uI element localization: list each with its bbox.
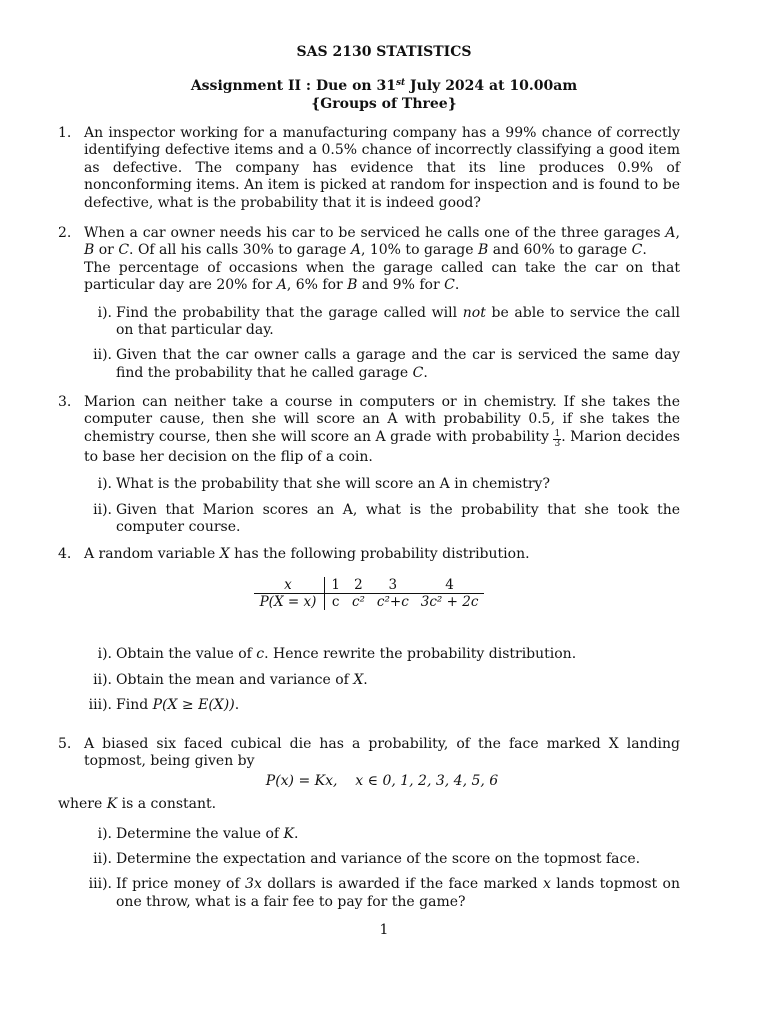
text-span: is a constant.	[117, 796, 217, 813]
subquestion-number: iii).	[88, 876, 112, 893]
subquestions	[84, 476, 680, 536]
question-3	[58, 394, 680, 536]
text-span: Obtain the mean and variance of	[116, 671, 354, 688]
cell-text: c²	[351, 594, 365, 611]
table-cell: 2	[346, 577, 371, 594]
question-5	[58, 736, 680, 911]
question-text	[84, 394, 680, 466]
subquestion-i	[84, 646, 680, 663]
text-span: .	[423, 364, 428, 381]
text-span: .	[454, 277, 460, 294]
subquestions	[84, 646, 680, 714]
text-span: , 6% for	[286, 277, 348, 294]
subquestion-text: What is the probability that she will score an A in chemistry?	[116, 476, 550, 493]
text-span: or	[94, 242, 119, 259]
text-span: A random variable	[84, 546, 220, 562]
subquestion-iii	[84, 697, 680, 714]
distribution-table	[254, 577, 485, 610]
groups-line: {Groups of Three}	[311, 96, 457, 112]
text-span: and 60% to garage	[488, 242, 632, 259]
text-span: . Marion decides to base her decision on the flip of a coin.	[84, 428, 680, 465]
assignment-due-line	[0, 77, 768, 95]
cell-text: x	[284, 577, 292, 594]
fraction-denominator: 3	[554, 438, 561, 449]
question-text	[84, 546, 680, 563]
subquestion-iii	[84, 876, 680, 911]
table-cell	[346, 594, 371, 611]
text-span: . Of all his calls 30% to garage	[129, 242, 351, 259]
subquestion-text: Given that Marion scores an A, what is the probability that she took the computer course.	[116, 501, 680, 536]
fraction-numerator: 1	[554, 428, 561, 439]
question-number: 1.	[58, 125, 72, 141]
text-span: ,	[675, 225, 680, 241]
subquestion-number: ii).	[93, 347, 112, 364]
text-span: When a car owner needs his car to be serviced he calls one of the three garages	[84, 225, 666, 241]
math-C: C	[412, 364, 424, 381]
question-number: 5.	[58, 736, 72, 752]
due-superscript: st	[395, 78, 406, 88]
math-B: B	[347, 277, 358, 294]
math-A: A	[350, 242, 361, 259]
math-expression: P(X ≥ E(X))	[152, 697, 235, 714]
subquestion-ii	[84, 851, 680, 868]
subquestion-i	[84, 305, 680, 340]
text-span: lands topmost on one throw, what is a fair fee to pay for the game?	[116, 876, 680, 910]
text-span: Find	[116, 697, 153, 714]
math-A: A	[665, 225, 676, 241]
subquestion-number: i).	[97, 304, 112, 321]
subquestion-number: ii).	[93, 851, 112, 868]
math-B: B	[84, 242, 95, 259]
math-A: A	[276, 277, 287, 294]
question-number: 2.	[58, 225, 72, 241]
question-2	[58, 225, 680, 382]
table-cell	[415, 594, 485, 611]
text-span: . Hence rewrite the probability distribution.	[264, 646, 577, 663]
math-X: X	[219, 546, 230, 562]
text-span: Determine the value of	[116, 825, 284, 842]
text-span: where	[58, 796, 107, 813]
assignment-heading	[0, 77, 768, 113]
table-cell: 4	[415, 577, 485, 594]
subquestion-number: iii).	[88, 697, 112, 714]
subquestion-number: ii).	[93, 671, 112, 688]
table-row-prob	[254, 594, 485, 611]
page-number: 1	[379, 922, 389, 938]
subquestions	[84, 305, 680, 383]
math-C: C	[118, 242, 130, 259]
question-4	[58, 546, 680, 715]
math-C: C	[631, 242, 643, 259]
subquestion-text	[116, 672, 680, 689]
text-span: be able to service the call on that particular day.	[116, 304, 680, 339]
text-span: If price money of	[116, 876, 246, 893]
math-3x: 3x	[245, 876, 262, 893]
course-title: SAS 2130 STATISTICS	[296, 44, 472, 60]
cell-text: P(X = x)	[259, 594, 317, 611]
text-span: The percentage of occasions when the garage called can take the car on that particular day are 20% for	[84, 259, 680, 294]
question-number: 3.	[58, 394, 72, 410]
text-span: Marion can neither take a course in computers or in chemistry. If she takes the computer cause, then she will score an A with probability 0.5, if she takes the chemistry course, then she will score an A grade with probability	[84, 394, 680, 445]
question-text	[84, 225, 680, 260]
text-span: .	[642, 242, 647, 259]
subquestion-text	[116, 826, 680, 843]
math-X: X	[353, 671, 364, 688]
subquestion-text	[116, 646, 680, 663]
due-text-a: Assignment II : Due on 31	[190, 78, 396, 94]
subquestion-ii	[84, 502, 680, 537]
subquestion-number: i).	[97, 825, 112, 842]
subquestion-i	[84, 476, 680, 493]
formula-rhs: x ∈ 0, 1, 2, 3, 4, 5, 6	[355, 772, 499, 789]
subquestion-text	[116, 347, 680, 382]
probability-formula	[84, 773, 680, 790]
text-span: dollars is awarded if the face marked	[261, 876, 543, 893]
subquestion-number: i).	[97, 646, 112, 663]
text-span: Given that the car owner calls a garage and the car is serviced the same day find the probability that he called garage	[116, 347, 680, 381]
text-span: has the following probability distribution.	[229, 546, 530, 562]
table-row-x	[254, 577, 485, 594]
math-x: x	[542, 876, 551, 893]
distribution-table-wrap	[58, 577, 680, 610]
text-span: .	[234, 697, 240, 714]
subquestion-number: i).	[97, 476, 112, 493]
subquestion-number: ii).	[93, 501, 112, 518]
subquestions	[84, 826, 680, 912]
constant-note	[58, 796, 680, 813]
subquestion-text: Determine the expectation and variance of the score on the topmost face.	[116, 851, 641, 868]
subquestion-text	[116, 697, 680, 714]
text-span: and 9% for	[357, 277, 445, 294]
emphasis-not: not	[462, 304, 486, 321]
cell-text: 3c² + 2c	[420, 594, 479, 611]
table-header-x	[254, 577, 325, 594]
text-span: .	[363, 671, 368, 688]
question-text	[84, 260, 680, 295]
subquestion-text	[116, 305, 680, 340]
subquestion-ii	[84, 672, 680, 689]
subquestion-i	[84, 826, 680, 843]
subquestion-text	[116, 876, 680, 911]
subquestion-ii	[84, 347, 680, 382]
math-B: B	[478, 242, 489, 259]
math-C: C	[444, 277, 455, 294]
question-number: 4.	[58, 546, 72, 562]
table-cell: 3	[371, 577, 415, 594]
math-K: K	[283, 825, 295, 842]
math-K: K	[106, 796, 118, 813]
text-span: .	[294, 825, 299, 842]
table-header-prob	[254, 594, 325, 611]
cell-text: c²+c	[376, 594, 409, 611]
table-cell: 1	[325, 577, 346, 594]
math-c: c	[256, 646, 265, 663]
text-span: , 10% to garage	[360, 242, 478, 259]
text-span: Find the probability that the garage called will	[116, 304, 463, 321]
table-cell: c	[331, 594, 340, 611]
question-text: An inspector working for a manufacturing company has a 99% chance of correctly identifying defective items and a 0.5% chance of incorrectly classifying a good item as defective. The company has evidence that its line produces 0.9% of nonconforming items. An item is picked at random for inspection and is found to be defective, what is the probability that it is indeed good?	[84, 125, 680, 211]
table-cell	[371, 594, 415, 611]
question-1	[58, 125, 680, 212]
formula-lhs: P(x) = Kx,	[265, 772, 338, 789]
text-span: Obtain the value of	[116, 646, 257, 663]
due-text-b: July 2024 at 10.00am	[405, 78, 578, 94]
question-text: A biased six faced cubical die has a probability, of the face marked X landing topmost, being given by	[84, 736, 680, 770]
